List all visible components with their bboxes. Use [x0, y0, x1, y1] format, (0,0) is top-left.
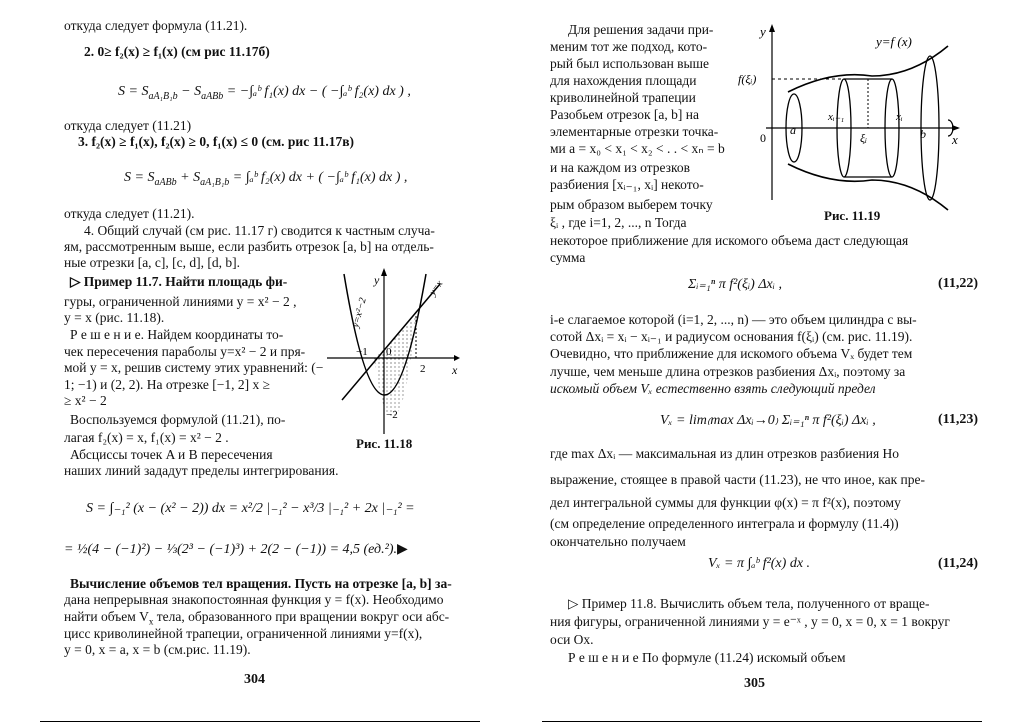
text-line: (см определение определенного интеграла и формулу (11.4))	[550, 516, 899, 531]
y-axis-label: y	[760, 24, 766, 39]
figure-11-18	[322, 266, 462, 441]
y-axis-arrow	[381, 268, 387, 276]
text-line: окончательно получаем	[550, 534, 686, 549]
example-heading: ▷ Пример 11.7. Найти площадь фи-	[70, 274, 288, 289]
text-line: ми a = x₀ < x₁ < x₂ < . . < xₙ = b	[550, 141, 725, 156]
solution-label: Р е ш е н и е. Найдем координаты то-	[70, 327, 284, 342]
text-line: Разобьем отрезок [a, b] на	[550, 107, 699, 122]
figure-caption: Рис. 11.19	[824, 208, 881, 223]
text-line: сотой Δxᵢ = xᵢ − xᵢ₋₁ и радиусом основания f(ξᵢ) (см. рис. 11.19).	[550, 329, 913, 344]
text-line: 3. f₂(x) ≥ f₁(x), f₂(x) ≥ 0, f₁(x) ≤ 0 (см. рис 11.17в)	[78, 134, 354, 149]
text-line: выражение, стоящее в правой части (11.23), не что иное, как пре-	[550, 472, 926, 487]
equation-11-24: Vₓ = π ∫ₐᵇ f²(x) dx .	[708, 556, 811, 571]
line-label: y=x	[427, 278, 446, 298]
text-line: чек пересечения параболы y=x² − 2 и пря-	[64, 344, 306, 359]
tick-two: 2	[420, 363, 426, 375]
text-line: Для решения задачи при-	[568, 22, 714, 37]
text-line: криволинейной трапеции	[550, 90, 696, 105]
text-line: 4. Общий случай (см рис. 11.17 г) сводится к частным случа-	[84, 223, 435, 238]
text-line: лучше, чем меньше длина отрезков разбиения Δxᵢ, поэтому за	[550, 364, 906, 379]
equation-area-difference: $S = S_{aA_1B_1b} - S_{aABb}$ = −∫ₐᵇ f₁(x) dx − ( −∫ₐᵇ f₂(x) dx ) ,	[118, 84, 411, 102]
text-line: ξᵢ , где i=1, 2, ..., n Тогда	[550, 215, 687, 230]
y-axis-label: y	[374, 273, 380, 287]
text-line: меним тот же подход, кото-	[550, 39, 708, 54]
xi-label: ξᵢ	[860, 131, 868, 145]
curve-upper	[788, 46, 948, 92]
tick-zero: 0	[386, 346, 392, 358]
x-axis-label: x	[952, 132, 958, 147]
x-i-label: xᵢ	[896, 111, 903, 123]
equation-result: = ½(4 − (−1)²) − ⅓(2³ − (−1)³) + 2(2 − (−1)) = 4,5 (ед.²).▶	[64, 542, 408, 557]
curve-lower	[788, 164, 948, 210]
text-line: 1; −1) и (2, 2). На отрезке [−1, 2] x ≥	[64, 377, 271, 392]
page-bottom-rule	[40, 721, 480, 722]
equation-11-22: Σᵢ₌₁ⁿ π f²(ξᵢ) Δxᵢ ,	[688, 277, 782, 292]
text-line: y = x (рис. 11.18).	[64, 310, 165, 325]
parabola-label: y=x²−2	[350, 296, 369, 329]
equation-number: (11,22)	[938, 276, 979, 291]
x-prev-label: xᵢ₋₁	[828, 111, 845, 123]
figure-caption: Рис. 11.18	[356, 436, 413, 451]
figure-11-19	[738, 20, 968, 210]
text-line: гуры, ограниченной линиями y = x² − 2 ,	[64, 294, 297, 309]
text-line: найти объем $V_x$ тела, образованного при вращении вокруг оси абс-	[64, 609, 450, 627]
text-line: ные отрезки [a, c], [c, d], [d, b].	[64, 255, 241, 270]
text-line: и на каждом из отрезков	[550, 160, 690, 175]
text-line: y = 0, x = a, x = b (см.рис. 11.19).	[64, 642, 251, 657]
text-line: Очевидно, что приближение для искомого объема Vₓ будет тем	[550, 346, 913, 361]
text-line: лагая f₂(x) = x, f₁(x) = x² − 2 .	[64, 430, 229, 445]
text-line: ≥ x² − 2	[64, 393, 107, 408]
text-line: ния фигуры, ограниченной линиями y = e⁻ˣ , y = 0, x = 0, x = 1 вокруг	[550, 614, 950, 629]
text-line: элементарные отрезки точка-	[550, 124, 719, 139]
x-axis-arrow	[454, 355, 460, 361]
equation-integral: S = ∫₋₁² (x − (x² − 2)) dx = x²/2 |₋₁² − x³/3 |₋₁² + 2x |₋₁² =	[86, 501, 415, 516]
equation-area-sum: $S = S_{aABb} + S_{aA_1B_1b}$ = ∫ₐᵇ f₂(x) dx + ( −∫ₐᵇ f₁(x) dx ) ,	[124, 170, 408, 188]
text-line: некоторое приближение для искомого объема даст следующая	[550, 233, 909, 248]
page-bottom-rule	[542, 721, 982, 722]
y-axis-arrow	[769, 24, 775, 32]
tick-neg-one: −1	[356, 346, 368, 358]
example-heading: ▷ Пример 11.8. Вычислить объем тела, полученного от враще-	[568, 596, 930, 611]
text-line: откуда следует (11.21).	[64, 206, 195, 221]
text-line: рым образом выберем точку	[550, 197, 713, 212]
text-line: разбиения [xᵢ₋₁, xᵢ] некото-	[550, 177, 704, 192]
b-label: b	[920, 127, 926, 141]
equation-number: (11,24)	[938, 556, 979, 571]
x-axis-label: x	[452, 363, 458, 377]
text-line: дел интегральной суммы для функции φ(x) = π f²(x), поэтому	[550, 495, 901, 510]
text-line: Воспользуемся формулой (11.21), по-	[70, 412, 286, 427]
right-page	[512, 0, 1024, 724]
a-label: a	[790, 123, 796, 137]
function-label: y=f (x)	[876, 34, 912, 49]
text-line: искомый объем Vₓ естественно взять следующий предел	[550, 381, 876, 396]
text-line: для нахождения площади	[550, 73, 697, 88]
f-xi-label: f(ξᵢ)	[738, 72, 757, 86]
text-line: Вычисление объемов тел вращения. Пусть на отрезке [a, b] за-	[70, 576, 452, 591]
text-line: где max Δxᵢ — максимальная из длин отрезков разбиения Но	[550, 446, 900, 461]
text-line: дана непрерывная знакопостоянная функция y = f(x). Необходимо	[64, 592, 444, 607]
tick-neg-two: −2	[386, 409, 398, 421]
text-line: наших линий зададут пределы интегрирования.	[64, 463, 339, 478]
origin-label: 0	[760, 131, 766, 145]
text-line: мой y = x, решив систему этих уравнений: (−	[64, 360, 324, 375]
text-line: оси Ox.	[550, 632, 594, 647]
text-line: i-е слагаемое которой (i=1, 2, ..., n) — это объем цилиндра с вы-	[550, 312, 917, 327]
text-line: цисс криволинейной трапеции, ограниченной линиями y=f(x),	[64, 626, 423, 641]
shaded-region-lower	[374, 316, 416, 418]
text-line: ям, рассмотренным выше, если разбить отрезок [a, b] на отдель-	[64, 239, 434, 254]
page-number: 304	[244, 672, 265, 687]
equation-11-23: Vₓ = lim₍max Δxᵢ→0₎ Σᵢ₌₁ⁿ π f²(ξᵢ) Δxᵢ ,	[660, 413, 876, 428]
equation-number: (11,23)	[938, 412, 979, 427]
text-line: 2. 0≥ f₂(x) ≥ f₁(x) (см рис 11.17б)	[84, 44, 270, 59]
solution-label: Р е ш е н и е По формуле (11.24) искомый объем	[568, 650, 846, 665]
text-line: рый был использован выше	[550, 56, 710, 71]
page-number: 305	[744, 676, 765, 691]
text-line: сумма	[550, 250, 586, 265]
text-line: Абсциссы точек A и B пересечения	[70, 447, 273, 462]
text-line: откуда следует (11.21)	[64, 118, 192, 133]
text-line: откуда следует формула (11.21).	[64, 18, 248, 33]
